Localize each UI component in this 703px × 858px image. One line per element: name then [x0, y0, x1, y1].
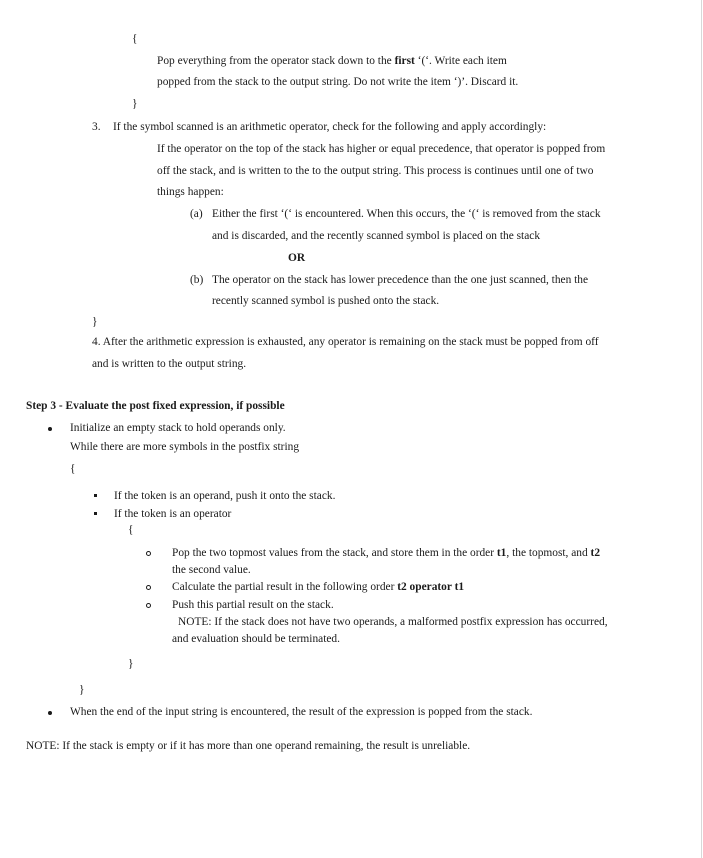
item3-text: If the symbol scanned is an arithmetic operator, check for the following and apply accordingly:	[113, 121, 547, 133]
text-run: Pop the two topmost values from the stack, and store them in the order	[172, 547, 497, 559]
bold-t2-operator-t1: t2 operator t1	[397, 581, 465, 593]
bullet-circle-icon	[146, 551, 151, 556]
brace-close: }	[79, 684, 85, 696]
pop-two-line1	[172, 546, 600, 560]
bold-first: first	[394, 55, 415, 67]
bold-t2: t2	[590, 547, 601, 559]
brace-open: {	[128, 524, 134, 536]
text-run: Calculate the partial result in the following order	[172, 581, 398, 593]
text-run: ‘(‘. Write each item	[414, 55, 507, 67]
text-run: Pop everything from the operator stack down to the	[157, 55, 395, 67]
pop-two-line2: the second value.	[172, 564, 251, 576]
brace-close: }	[132, 98, 138, 110]
item4-line1: 4. After the arithmetic expression is exhausted, any operator is remaining on the stack must be popped from off	[92, 336, 599, 348]
bullet-circle-icon	[146, 603, 151, 608]
note1-line2: and evaluation should be terminated.	[172, 633, 340, 645]
bullet-square-icon	[94, 512, 97, 515]
while-line: While there are more symbols in the postfix string	[70, 441, 300, 453]
text-run: , the topmost, and	[506, 547, 591, 559]
option-a-label: (a)	[190, 208, 203, 220]
bullet-circle-icon	[146, 585, 151, 590]
brace-open: {	[132, 33, 138, 45]
precedence-line1: If the operator on the top of the stack has higher or equal precedence, that operator is popped from	[157, 143, 606, 155]
brace-close: }	[128, 658, 134, 670]
page-edge-line	[701, 0, 702, 858]
bullet-disc-icon	[48, 711, 52, 715]
bullet-square-icon	[94, 494, 97, 497]
or-label: OR	[288, 252, 306, 264]
brace-open: {	[70, 463, 76, 475]
pop-instruction-line1	[157, 54, 507, 68]
option-a-line1: Either the first ‘(‘ is encountered. When this occurs, the ‘(‘ is removed from the stack	[212, 208, 601, 220]
option-a-line2: and is discarded, and the recently scanned symbol is placed on the stack	[212, 230, 541, 242]
note1-line1: NOTE: If the stack does not have two operands, a malformed postfix expression has occurred,	[178, 616, 608, 628]
pop-instruction-line2: popped from the stack to the output string. Do not write the item ‘)’. Discard it.	[157, 76, 519, 88]
push-line: Push this partial result on the stack.	[172, 599, 334, 611]
precedence-line2: off the stack, and is written to the to the output string. This process is continues until one of two	[157, 165, 594, 177]
item3-number: 3.	[92, 121, 101, 133]
final-note: NOTE: If the stack is empty or if it has more than one operand remaining, the result is unreliable.	[26, 740, 471, 752]
option-b-line2: recently scanned symbol is pushed onto the stack.	[212, 295, 440, 307]
bullet-disc-icon	[48, 427, 52, 431]
option-b-line1: The operator on the stack has lower precedence than the one just scanned, then the	[212, 274, 589, 286]
init-line: Initialize an empty stack to hold operands only.	[70, 422, 286, 434]
calculate-line	[172, 580, 464, 594]
precedence-line3: things happen:	[157, 186, 224, 198]
option-b-label: (b)	[190, 274, 204, 286]
bold-t1: t1	[496, 547, 507, 559]
brace-close: }	[92, 316, 98, 328]
operator-line: If the token is an operator	[114, 508, 232, 520]
item4-line2: and is written to the output string.	[92, 358, 247, 370]
step3-heading: Step 3 - Evaluate the post fixed expression, if possible	[26, 400, 285, 412]
operand-line: If the token is an operand, push it onto the stack.	[114, 490, 336, 502]
end-line: When the end of the input string is encountered, the result of the expression is popped from the stack.	[70, 706, 533, 718]
